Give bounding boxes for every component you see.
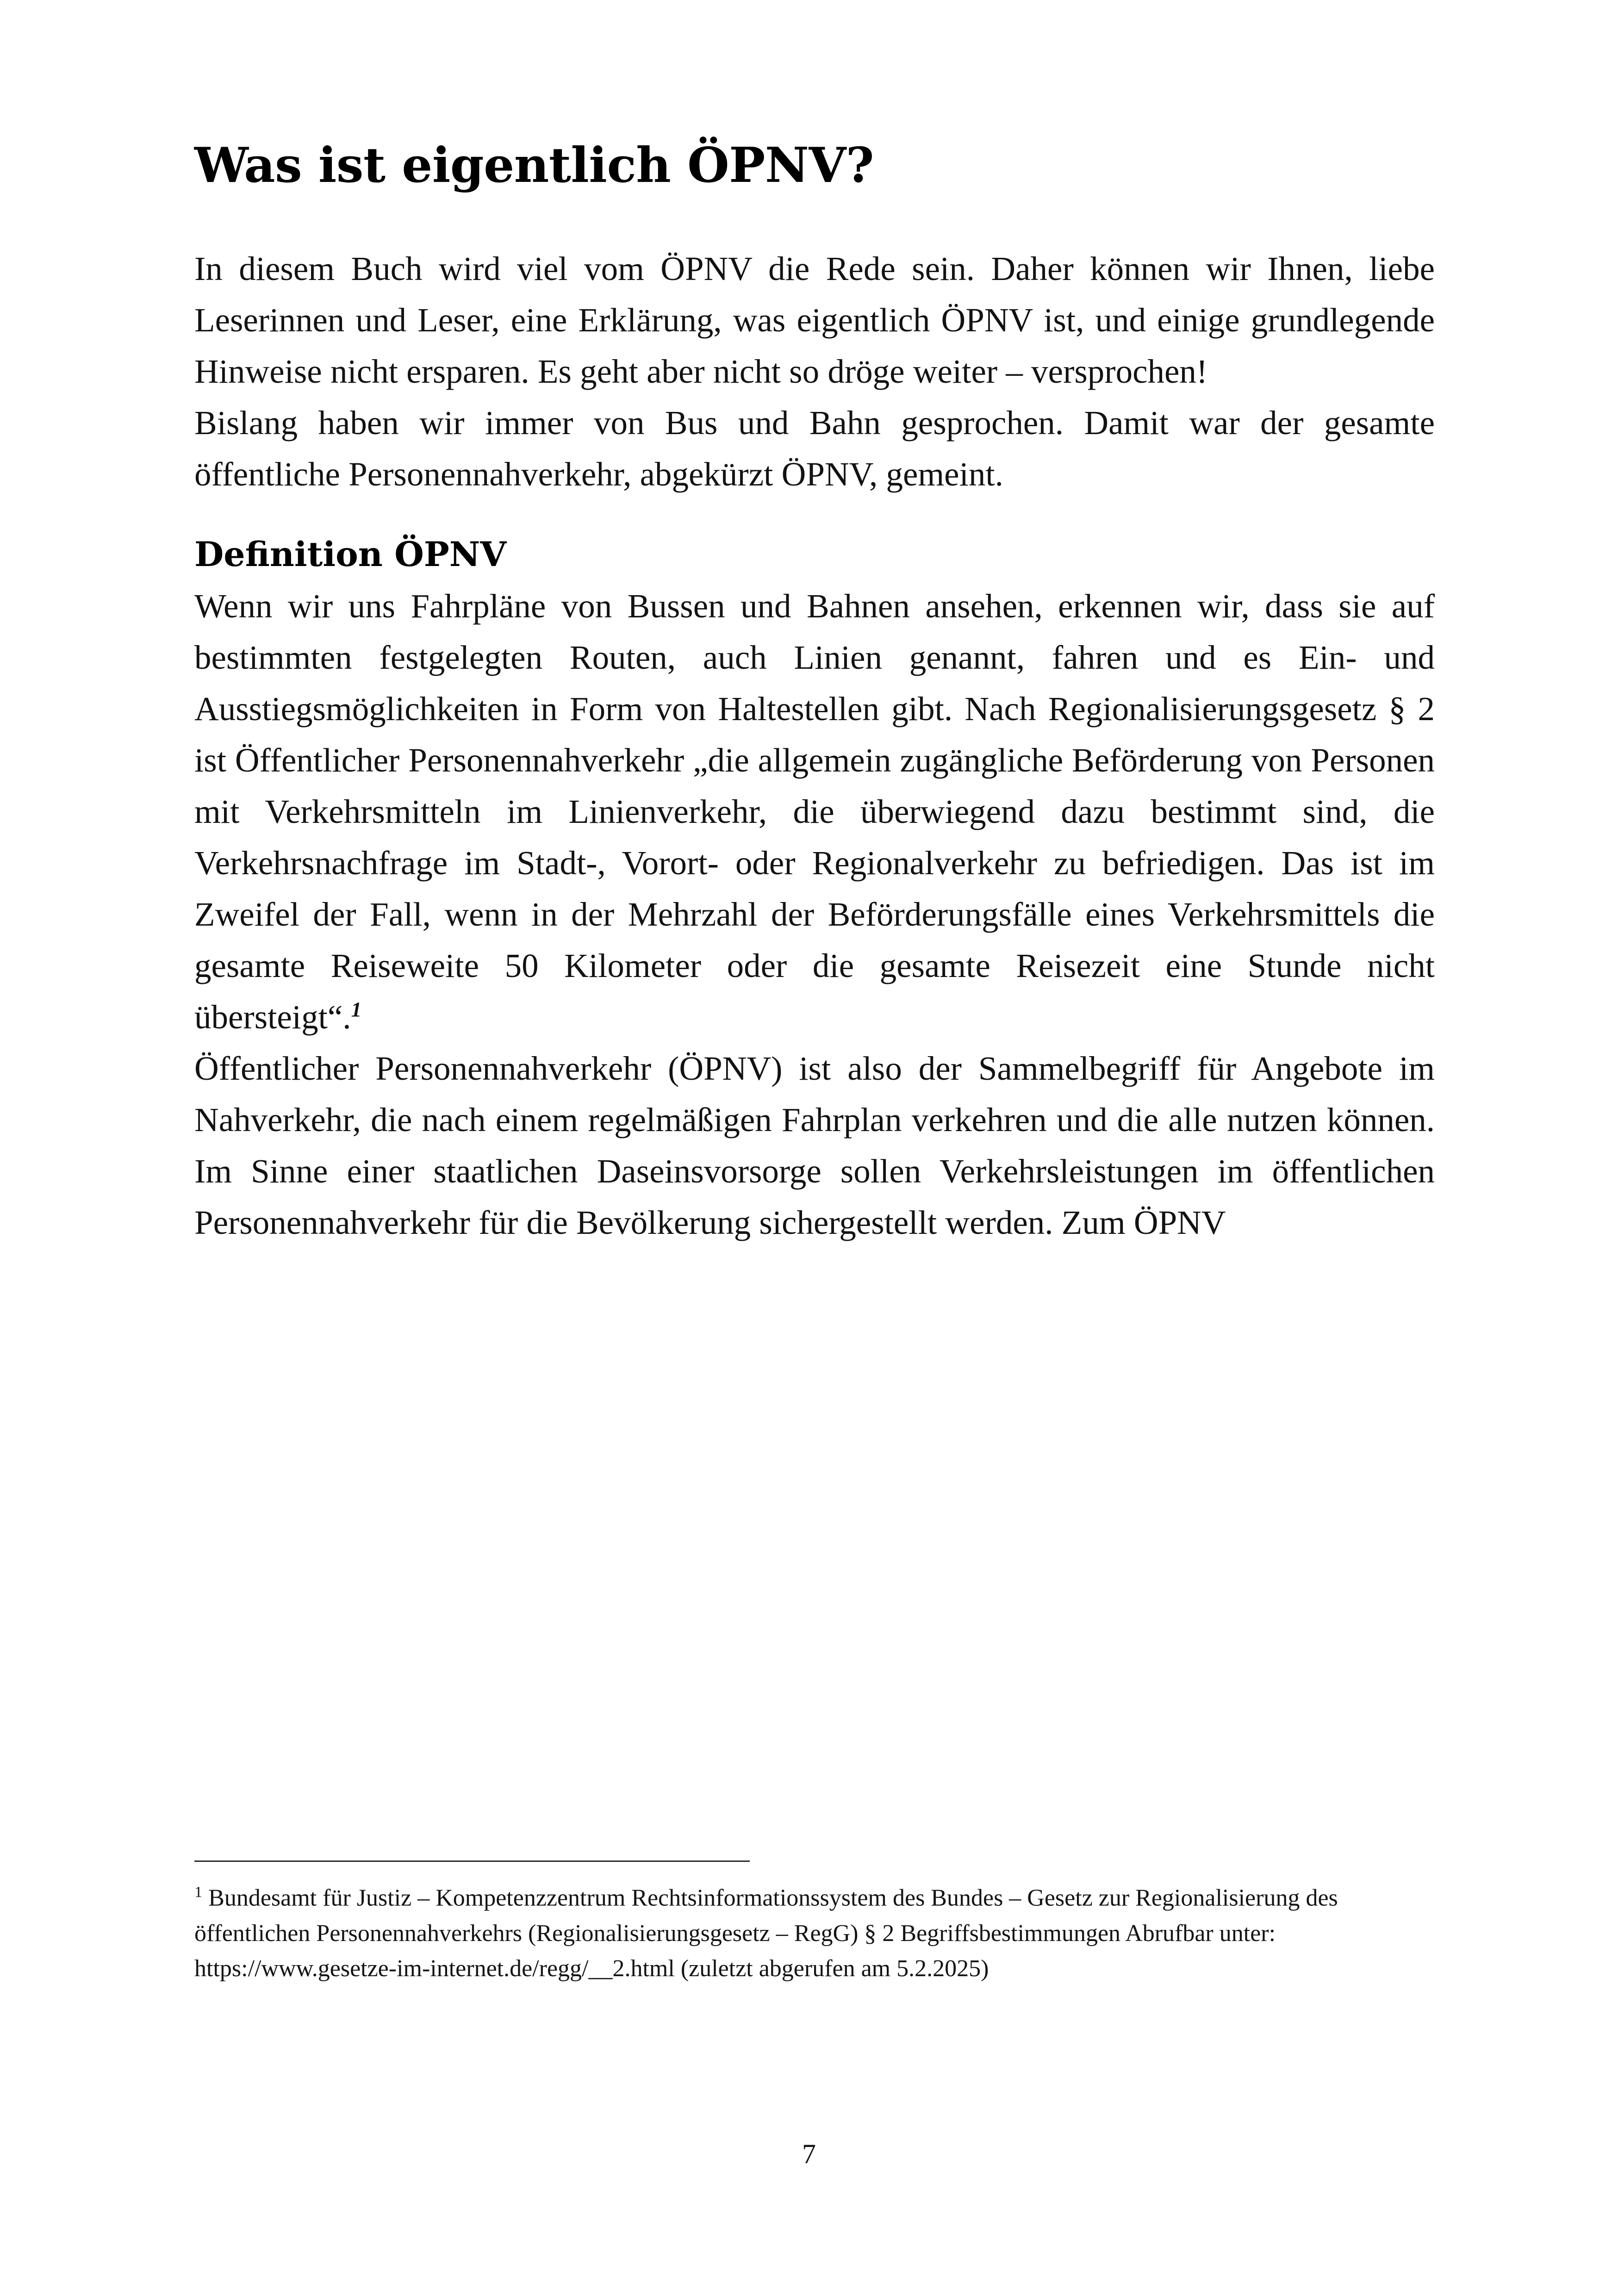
footnote-area xyxy=(194,1860,1435,1987)
footnote-divider xyxy=(194,1860,750,1862)
section-heading-definition: Definition ÖPNV xyxy=(194,535,507,575)
intro-paragraph-2: Bislang haben wir immer von Bus und Bahn gesprochen. Damit war der gesamte öffentliche Personennahverkehr, abgekürzt ÖPNV, gemeint. xyxy=(194,404,1435,493)
definition-paragraph-1 xyxy=(194,581,1435,1043)
page-title: Was ist eigentlich ÖPNV? xyxy=(194,137,874,193)
definition-paragraph-1-text: Wenn wir uns Fahrpläne von Bussen und Bahnen ansehen, erkennen wir, dass sie auf bestimmten festgelegten Routen, auch Linien genannt, fahren und es Ein- und Ausstiegsmöglichkeiten in Form von Haltestellen gibt. Nach Regionalisierungsgesetz § 2 ist Öffentlicher Personennahverkehr „die allgemein zugängliche Beförderung von Personen mit Verkehrsmitteln im Linienverkehr, die überwiegend dazu bestimmt sind, die Verkehrsnachfrage im Stadt-, Vorort- oder Regionalverkehr zu befriedigen. Das ist im Zweifel der Fall, wenn in der Mehrzahl der Beförderungsfälle eines Verkehrsmittels die gesamte Reiseweite 50 Kilometer oder die gesamte Reisezeit eine Stunde nicht übersteigt“. xyxy=(194,587,1435,1036)
definition-paragraph-2: Öffentlicher Personennahverkehr (ÖPNV) ist also der Sammelbegriff für Angebote im Nahverkehr, die nach einem regelmäßigen Fahrplan verkehren und die alle nutzen können. Im Sinne einer staatlichen Daseinsvorsorge sollen Verkehrsleistungen im öffentlichen Personennahverkehr für die Bevölkerung sichergestellt werden. Zum ÖPNV xyxy=(194,1049,1435,1241)
footnote-number: 1 xyxy=(194,1883,203,1901)
page-number: 7 xyxy=(802,2139,816,2169)
intro-paragraph-1: In diesem Buch wird viel vom ÖPNV die Rede sein. Daher können wir Ihnen, liebe Leserinnen und Leser, eine Erklärung, was eigentlich ÖPNV ist, und einige grundlegende Hinweise nicht ersparen. Es geht aber nicht so dröge weiter – versprochen! xyxy=(194,250,1435,391)
footnote-text xyxy=(194,1880,1435,1987)
footnote-body: Bundesamt für Justiz – Kompetenzzentrum Rechtsinformationssystem des Bundes – Gesetz zur Regionalisierung des öffentlichen Personennahverkehrs (Regionalisierungsgesetz – RegG) § 2 Begriffsbestimmungen Abrufbar unter: https://www.gesetze-im-internet.de/regg/__2.html (zuletzt abgerufen am 5.2.2025) xyxy=(194,1885,1338,1982)
footnote-reference[interactable]: 1 xyxy=(351,998,362,1021)
page-content xyxy=(194,139,1435,1249)
